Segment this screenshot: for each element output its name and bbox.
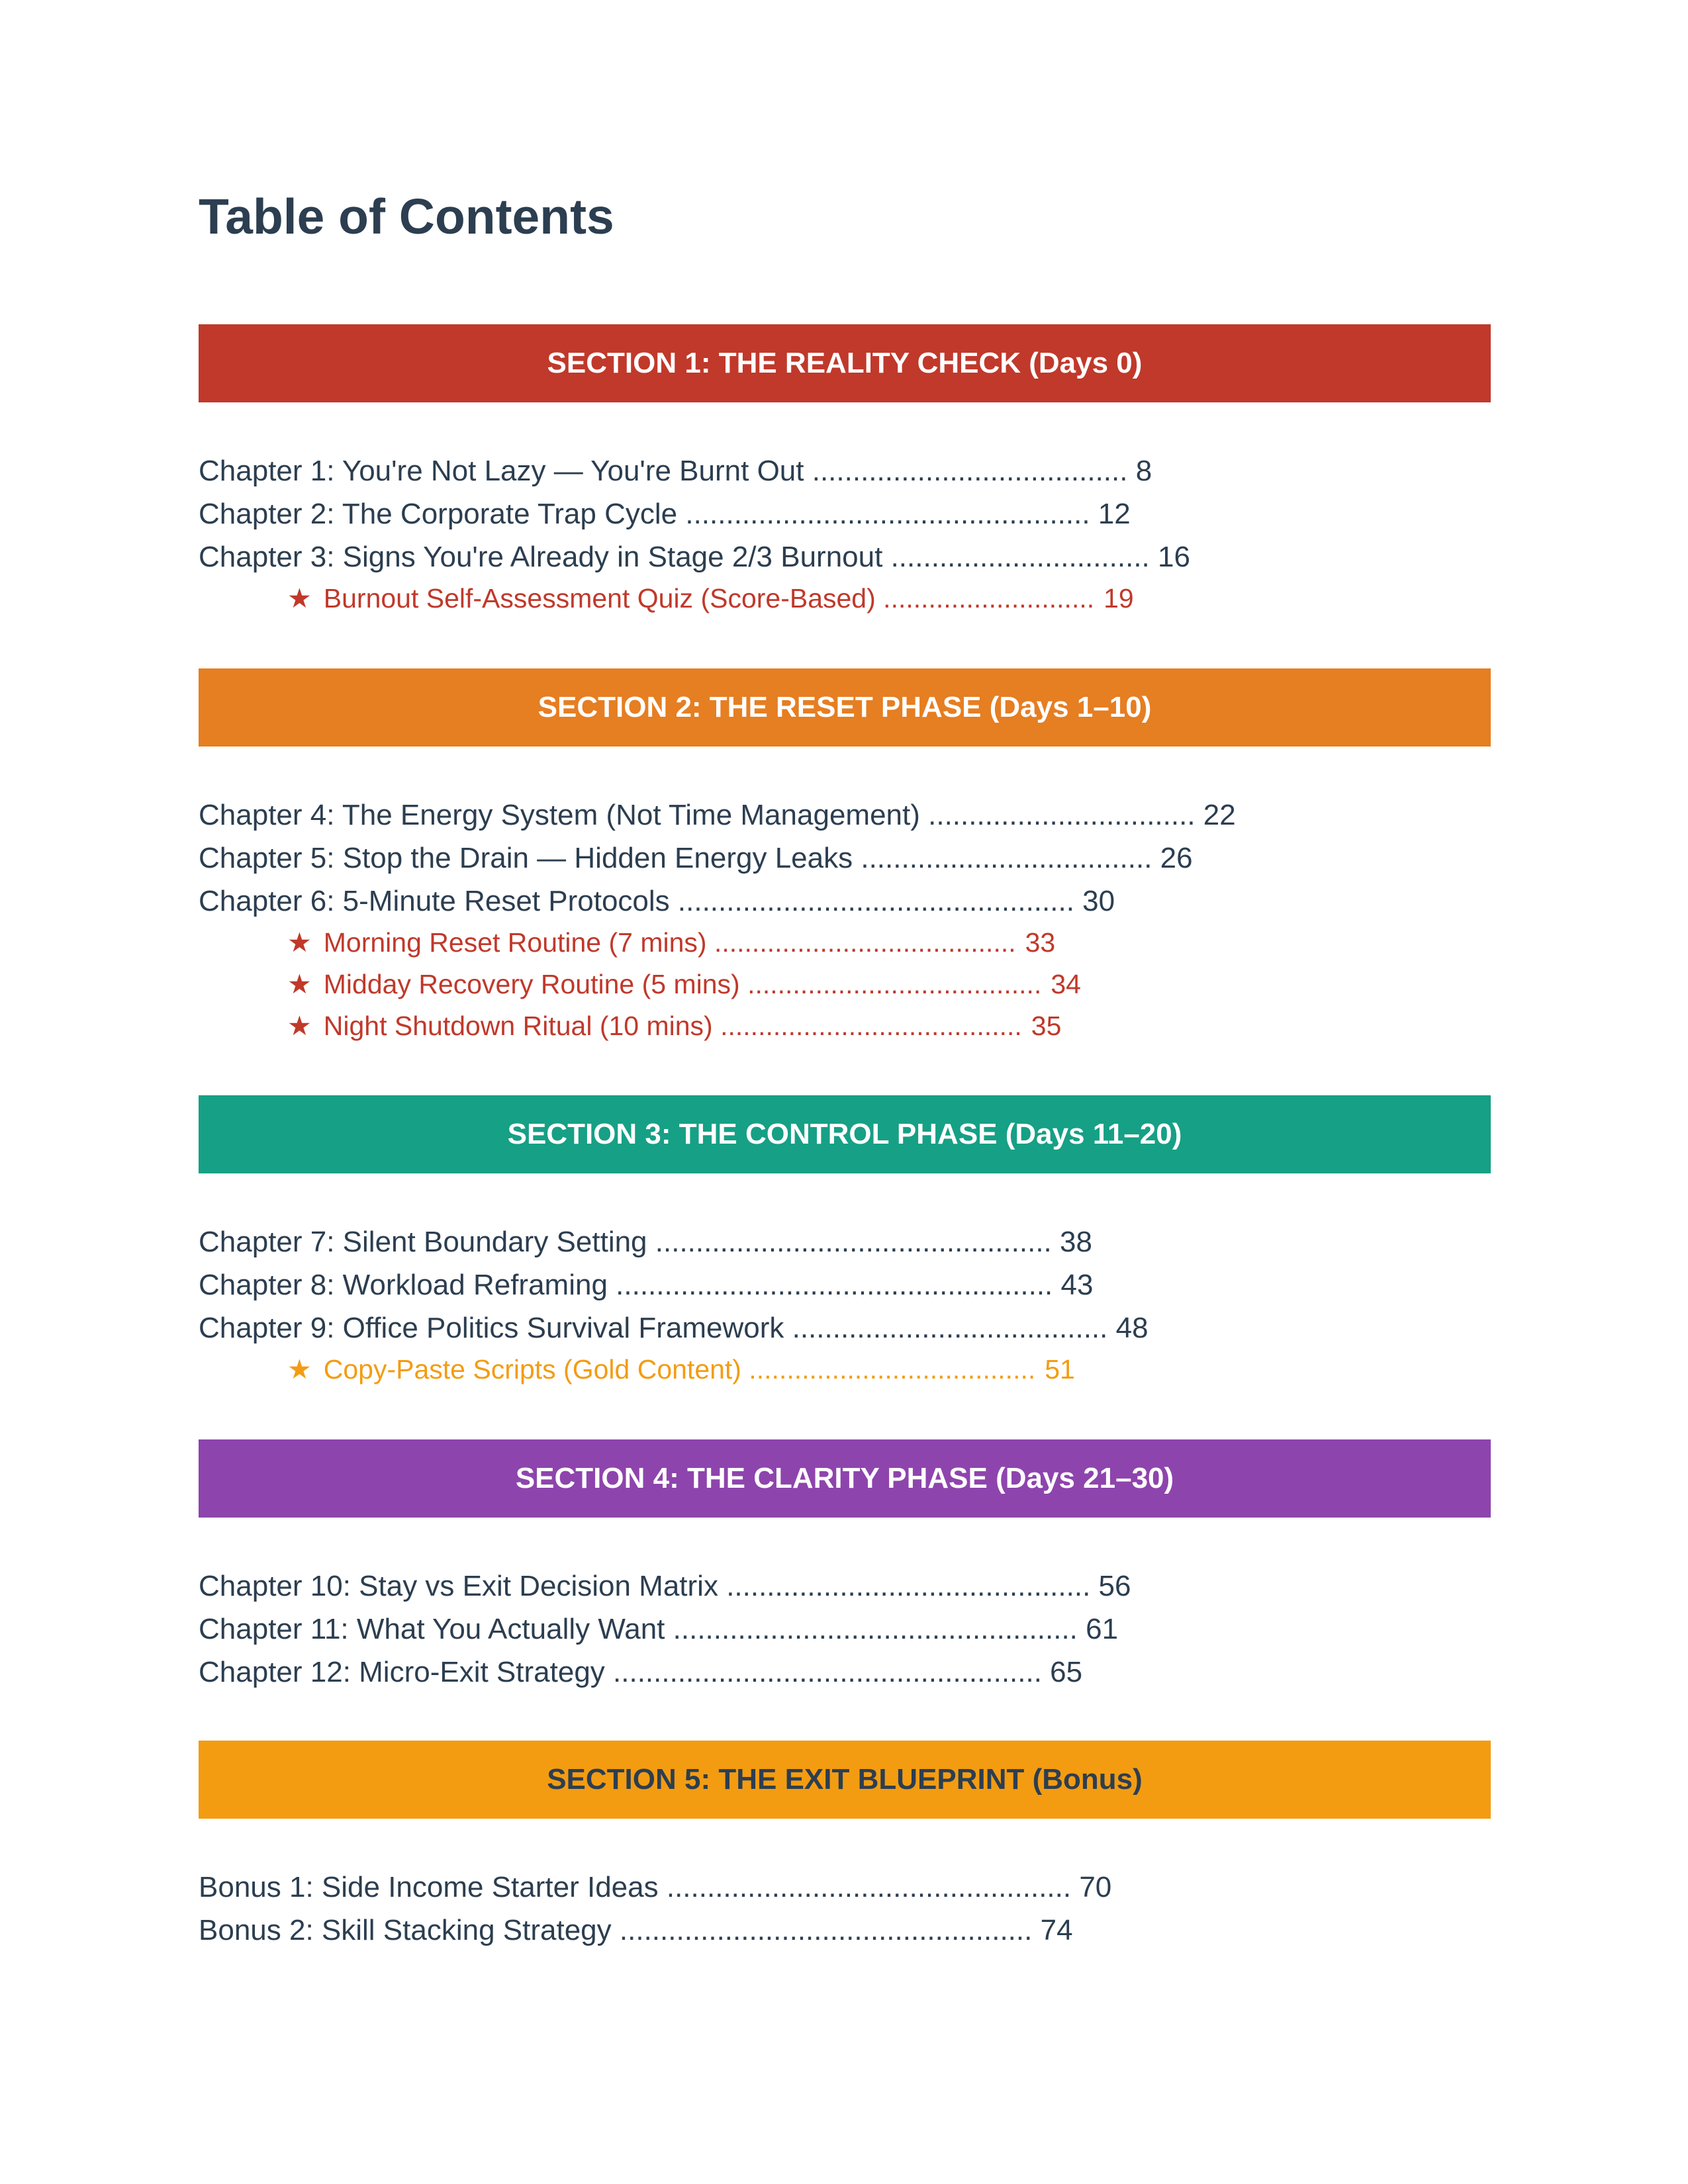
entry-title: Night Shutdown Ritual (10 mins) (323, 1011, 713, 1041)
entry-title: Chapter 5: Stop the Drain — Hidden Energy Leaks (199, 842, 853, 874)
toc-entry[interactable] (199, 1916, 1073, 1945)
page-number: 48 (1115, 1312, 1149, 1344)
entry-title: Chapter 12: Micro-Exit Strategy (199, 1656, 605, 1688)
page-number: 70 (1079, 1871, 1112, 1903)
entry-title: Chapter 10: Stay vs Exit Decision Matrix (199, 1570, 718, 1602)
star-icon: ★ (287, 969, 312, 999)
toc-entry[interactable] (199, 1572, 1131, 1601)
toc-entry[interactable] (199, 1873, 1111, 1902)
leader-dots: ................................................... (619, 1914, 1033, 1946)
entry-title: Chapter 1: You're Not Lazy — You're Burnt Out (199, 455, 804, 487)
section-2-banner (199, 668, 1491, 747)
toc-entry[interactable] (199, 1615, 1118, 1644)
leader-dots: ................................ (890, 541, 1150, 573)
toc-entry[interactable] (199, 1228, 1092, 1257)
leader-dots: ...................................... (749, 1354, 1036, 1385)
toc-entry[interactable] (199, 801, 1236, 830)
entry-title: Bonus 2: Skill Stacking Strategy (199, 1914, 612, 1946)
entry-title: Chapter 4: The Energy System (Not Time Management) (199, 799, 920, 831)
page-number: 8 (1135, 455, 1152, 487)
section-heading: SECTION 2: THE RESET PHASE (Days 1–10) (538, 691, 1152, 723)
page-number: 34 (1051, 969, 1081, 999)
toc-feature-entry[interactable] (287, 971, 1081, 998)
entry-title: Chapter 2: The Corporate Trap Cycle (199, 498, 678, 530)
leader-dots: ................................................. (677, 885, 1074, 917)
section-heading: SECTION 3: THE CONTROL PHASE (Days 11–20) (507, 1118, 1182, 1150)
page-number: 43 (1060, 1269, 1094, 1301)
leader-dots: ............................ (883, 583, 1095, 614)
page-number: 26 (1160, 842, 1193, 874)
entry-title: Chapter 3: Signs You're Already in Stage 2/3 Burnout (199, 541, 883, 573)
toc-entry[interactable] (199, 1314, 1149, 1343)
toc-entry[interactable] (199, 1658, 1082, 1687)
leader-dots: ....................................... (792, 1312, 1108, 1344)
entry-title: Chapter 8: Workload Reframing (199, 1269, 608, 1301)
leader-dots: ...................................................... (616, 1269, 1053, 1301)
entry-title: Bonus 1: Side Income Starter Ideas (199, 1871, 659, 1903)
page-number: 56 (1098, 1570, 1131, 1602)
section-3-banner (199, 1095, 1491, 1173)
section-4-banner (199, 1439, 1491, 1518)
entry-title: Burnout Self-Assessment Quiz (Score-Based) (323, 583, 876, 614)
leader-dots: ........................................ (714, 927, 1016, 958)
page-number: 51 (1045, 1354, 1075, 1385)
section-5-banner (199, 1741, 1491, 1819)
leader-dots: ................................................. (655, 1226, 1052, 1258)
page-number: 74 (1040, 1914, 1073, 1946)
toc-entry[interactable] (199, 500, 1131, 529)
leader-dots: ..................................................... (613, 1656, 1042, 1688)
page-number: 61 (1086, 1613, 1119, 1645)
toc-entry[interactable] (199, 543, 1190, 572)
section-heading: SECTION 1: THE REALITY CHECK (Days 0) (547, 347, 1143, 379)
page-number: 22 (1203, 799, 1236, 831)
star-icon: ★ (287, 927, 312, 958)
leader-dots: ................................. (928, 799, 1196, 831)
leader-dots: .................................................. (673, 1613, 1078, 1645)
star-icon: ★ (287, 1011, 312, 1041)
toc-feature-entry[interactable] (287, 1356, 1075, 1383)
entry-title: Chapter 9: Office Politics Survival Framework (199, 1312, 784, 1344)
star-icon: ★ (287, 1354, 312, 1385)
entry-title: Chapter 7: Silent Boundary Setting (199, 1226, 647, 1258)
page-number: 38 (1060, 1226, 1092, 1258)
page-number: 35 (1031, 1011, 1062, 1041)
toc-feature-entry[interactable] (287, 929, 1055, 956)
entry-title: Midday Recovery Routine (5 mins) (323, 969, 740, 999)
leader-dots: .................................................. (666, 1871, 1072, 1903)
toc-entry[interactable] (199, 1271, 1093, 1300)
section-1-banner (199, 324, 1491, 402)
page-number: 12 (1098, 498, 1131, 530)
page-number: 16 (1158, 541, 1190, 573)
leader-dots: ............................................. (726, 1570, 1091, 1602)
entry-title: Chapter 6: 5-Minute Reset Protocols (199, 885, 670, 917)
section-heading: SECTION 4: THE CLARITY PHASE (Days 21–30) (515, 1462, 1174, 1494)
toc-entry[interactable] (199, 887, 1115, 916)
leader-dots: ....................................... (747, 969, 1042, 999)
toc-feature-entry[interactable] (287, 585, 1134, 612)
entry-title: Copy-Paste Scripts (Gold Content) (323, 1354, 741, 1385)
toc-feature-entry[interactable] (287, 1013, 1061, 1040)
page-number: 65 (1050, 1656, 1083, 1688)
toc-entry[interactable] (199, 457, 1152, 486)
entry-title: Chapter 11: What You Actually Want (199, 1613, 665, 1645)
page-number: 33 (1025, 927, 1056, 958)
leader-dots: ....................................... (812, 455, 1128, 487)
star-icon: ★ (287, 583, 312, 614)
leader-dots: .................................... (861, 842, 1152, 874)
section-heading: SECTION 5: THE EXIT BLUEPRINT (Bonus) (547, 1763, 1143, 1796)
leader-dots: .................................................. (685, 498, 1090, 530)
leader-dots: ........................................ (720, 1011, 1022, 1041)
entry-title: Morning Reset Routine (7 mins) (323, 927, 707, 958)
toc-entry[interactable] (199, 844, 1193, 873)
page-title: Table of Contents (199, 189, 614, 244)
page-number: 30 (1082, 885, 1115, 917)
page-number: 19 (1103, 583, 1134, 614)
